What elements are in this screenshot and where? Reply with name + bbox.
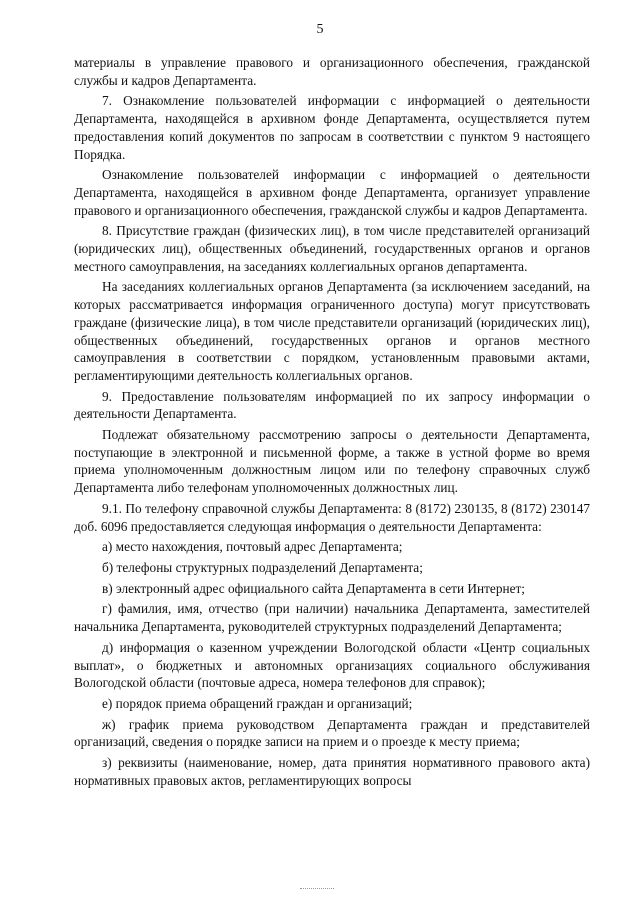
paragraph-continuation: материалы в управление правового и организационного обеспечения, гражданской службы и кадров Департамента. bbox=[74, 55, 590, 88]
list-item-z: з) реквизиты (наименование, номер, дата принятия нормативного правового акта) нормативных правовых актов, регламентирующих вопросы bbox=[74, 755, 590, 788]
footer-divider bbox=[300, 888, 334, 889]
list-item-a: а) место нахождения, почтовый адрес Департамента; bbox=[102, 539, 403, 555]
list-item-e: е) порядок приема обращений граждан и организаций; bbox=[102, 695, 413, 711]
list-item-v: в) электронный адрес официального сайта Департамента в сети Интернет; bbox=[102, 580, 525, 596]
document-body bbox=[74, 54, 590, 792]
paragraph-item-7: 7. Ознакомление пользователей информации с информацией о деятельности Департамента, находящейся в архивном фонде Департамента, осуществляется путем предоставления копий документов по запросам в соответствии с пунктом 9 настоящего Порядка. bbox=[74, 93, 590, 162]
paragraph-archive-organization: Ознакомление пользователей информации с информацией о деятельности Департамента, находящейся в архивном фонде Департамента, организует управление правового и организационного обеспечения, гражданской службы и кадров Департамента. bbox=[74, 167, 590, 218]
paragraph-mandatory-requests: Подлежат обязательному рассмотрению запросы о деятельности Департамента, поступающие в электронной и письменной форме, а также в устной форме во время приема уполномоченным должностным лицом или по телефону справочных служб Департамента либо телефонам уполномоченных должностных лиц. bbox=[74, 427, 590, 496]
paragraph-collegial-meetings: На заседаниях коллегиальных органов Департамента (за исключением заседаний, на которых рассматривается информация ограниченного доступа) могут присутствовать граждане (физические лица), в том числе представители организаций (юридических лиц), общественных объединений, государственных органов и органов местного самоуправления в соответствии с порядком, установленным правовыми актами, регламентирующими деятельность коллегиальных органов. bbox=[74, 279, 590, 383]
list-item-zh: ж) график приема руководством Департамента граждан и представителей организаций, сведения о порядке записи на прием и о проезде к месту приема; bbox=[74, 716, 590, 750]
page-number: 5 bbox=[316, 22, 324, 37]
list-item-g: г) фамилия, имя, отчество (при наличии) начальника Департамента, заместителей начальника Департамента, руководителей структурных подразделений Департамента; bbox=[74, 601, 590, 635]
list-item-d: д) информация о казенном учреждении Вологодской области «Центр социальных выплат», о бюджетных и автономных организациях социального обслуживания Вологодской области (почтовые адреса, номера телефонов для справок); bbox=[74, 639, 590, 691]
paragraph-item-9-1: 9.1. По телефону справочной службы Департамента: 8 (8172) 230135, 8 (8172) 230147 доб. 6096 предоставляется следующая информация о деятельности Департамента: bbox=[74, 500, 590, 534]
paragraph-item-9: 9. Предоставление пользователям информацией по их запросу информации о деятельности Департамента. bbox=[74, 388, 590, 422]
paragraph-item-8: 8. Присутствие граждан (физических лиц), в том числе представителей организаций (юридических лиц), общественных объединений, государственных органов и органов местного самоуправления, на заседаниях коллегиальных органов департамента. bbox=[74, 223, 590, 274]
list-item-b: б) телефоны структурных подразделений Департамента; bbox=[102, 559, 423, 575]
